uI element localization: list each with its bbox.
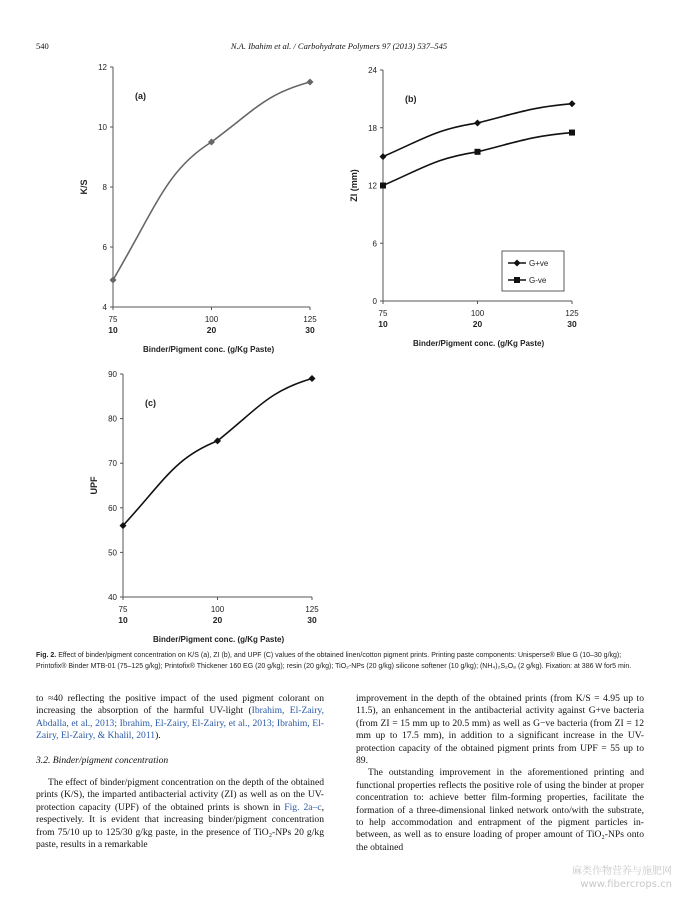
x-tick-label-pigment: 30 (305, 325, 315, 335)
journal-running-head: N.A. Ibahim et al. / Carbohydrate Polymers 97 (2013) 537–545 (230, 41, 448, 51)
body-column-right (356, 693, 644, 854)
y-axis-label: ZI (mm) (349, 169, 359, 202)
y-axis-label: K/S (79, 179, 89, 195)
x-tick-label-binder: 100 (210, 605, 225, 614)
data-point (569, 100, 576, 107)
x-tick-label-pigment: 10 (378, 319, 388, 329)
caption-text: Effect of binder/pigment concentration on K/S (a), ZI (b), and UPF (C) values of the obtained linen/cotton pigment prints. Printing paste components: Unisperse® Blue G (10–30 g/kg); Printofix® Binder MTB-01 (75–125 g/kg); Printofix® Thickener 160 EG (20 g/kg); resin (20 g/kg); TiO₂-NPs (20 g/kg) silicone softener (10 g/kg); (NH₄)₂S₂O₈ (2 g/kg). Fixation: at 386 W for5 min. (36, 652, 632, 670)
figure-link[interactable]: Fig. 2a–c (284, 801, 322, 813)
x-axis-label: Binder/Pigment conc. (g/Kg Paste) (153, 635, 285, 644)
y-tick-label: 8 (102, 183, 107, 192)
body-column-left (36, 693, 324, 851)
data-point (474, 119, 481, 126)
watermark-line: www.fibercrops.cn (580, 879, 672, 890)
chart-b-zi (345, 60, 595, 360)
paragraph: to ≈40 reflecting the positive impact of the used pigment colorant on increasing the absorption of the harmful UV-light (Ibrahim, El-Zairy, Abdalla, et al., 2013; Ibrahim, El-Zairy, El-Zairy, et al., 2013; Ibrahim, El-Zairy, El-Zairy, & Khalil, 2011). (36, 693, 324, 742)
section-heading: 3.2. Binder/pigment concentration (36, 754, 169, 766)
data-point (475, 149, 481, 155)
panel-label: (a) (135, 91, 146, 101)
data-point (309, 375, 316, 382)
x-tick-label-binder: 100 (470, 309, 485, 318)
y-tick-label: 60 (108, 503, 117, 513)
x-tick-label-pigment: 20 (206, 325, 217, 335)
x-tick-label-pigment: 10 (108, 325, 118, 335)
y-tick-label: 90 (108, 370, 117, 379)
y-tick-label: 0 (372, 297, 377, 306)
data-point (569, 130, 575, 136)
y-tick-label: 12 (368, 181, 377, 191)
chart-a-ks (80, 60, 330, 360)
legend-box (502, 251, 564, 291)
x-tick-label-binder: 75 (118, 605, 128, 614)
paragraph: The outstanding improvement in the aforementioned printing and functional properties reflects the positive role of using the binder at proper concentration to: achieve better film-forming properties, facilitate the formation of a three-dimensional linked network onto/with the substrate, to help accommodation and entrapment of the pigment particles in-between, as well as to ensure loading of proper amount of TiO₂-NPs onto the obtained (356, 767, 644, 853)
x-tick-label-pigment: 30 (567, 319, 577, 329)
citation-link[interactable]: Ibrahim, El-Zairy, Abdalla, et al., 2013; Ibrahim, El-Zairy, El-Zairy, et al., 2013; Ibrahim, El-Zairy, El-Zairy, & Khalil, 2011 (36, 705, 324, 742)
panel-label: (c) (145, 398, 156, 408)
x-tick-label-pigment: 20 (472, 319, 483, 329)
page-number: 540 (36, 41, 49, 51)
y-axis-label: UPF (89, 476, 99, 495)
y-tick-label: 70 (108, 459, 117, 469)
paragraph: The effect of binder/pigment concentration on the depth of the obtained prints (K/S), the imparted antibacterial activity (ZI) as well as on the UV-protection capacity (UPF) of the obtained prints is shown in Fig. 2a–c, respectively. It is evident that increasing binder/pigment concentration from 75/10 up to 125/30 g/kg paste, in the presence of TiO₂-NPs 20 g/kg paste, results in a remarkable (36, 777, 324, 851)
watermark (572, 865, 672, 891)
y-tick-label: 18 (368, 123, 377, 133)
x-tick-label-pigment: 10 (118, 615, 128, 625)
legend-label: G+ve (529, 259, 549, 268)
paragraph: improvement in the depth of the obtained prints (from K/S = 4.95 up to 11.5), an enhancement in the antibacterial activity against G+ve bacteria (from ZI = 15 mm up to 20.5 mm) as well as G−ve bacteria (from ZI = 12 mm up to 17.5 mm), in addition to a significant increase in the UV-protection capacity of the obtained pigment prints from UPF = 55 up to 89. (356, 693, 644, 767)
x-tick-label-binder: 125 (565, 309, 579, 318)
y-tick-label: 4 (102, 303, 107, 312)
x-tick-label-binder: 75 (378, 309, 388, 318)
y-tick-label: 6 (102, 243, 107, 252)
series-line (383, 133, 572, 186)
data-point (380, 153, 387, 160)
y-tick-label: 12 (98, 63, 107, 72)
x-tick-label-pigment: 30 (307, 615, 317, 625)
x-tick-label-binder: 100 (204, 315, 219, 324)
y-tick-label: 40 (108, 593, 117, 602)
data-point (307, 79, 314, 86)
caption-label: Fig. 2. (36, 652, 57, 659)
data-point (110, 277, 117, 284)
y-tick-label: 6 (372, 239, 377, 249)
y-tick-label: 80 (108, 414, 117, 424)
x-tick-label-binder: 125 (303, 315, 317, 324)
y-tick-label: 50 (108, 548, 117, 558)
figure-caption (36, 651, 644, 672)
x-axis-label: Binder/Pigment conc. (g/Kg Paste) (413, 339, 545, 348)
legend-marker (514, 277, 520, 283)
series-line (383, 104, 572, 157)
chart-c-upf (80, 365, 330, 645)
x-tick-label-binder: 75 (108, 315, 118, 324)
x-tick-label-binder: 125 (305, 605, 319, 614)
watermark-line: 麻类作物营养与施肥网 (572, 866, 672, 877)
y-tick-label: 10 (98, 123, 107, 132)
panel-label: (b) (405, 94, 417, 104)
x-tick-label-pigment: 20 (212, 615, 223, 625)
x-axis-label: Binder/Pigment conc. (g/Kg Paste) (143, 345, 275, 354)
series-line (113, 82, 310, 280)
data-point (380, 183, 386, 189)
y-tick-label: 24 (368, 66, 377, 75)
legend-label: G-ve (529, 276, 547, 285)
